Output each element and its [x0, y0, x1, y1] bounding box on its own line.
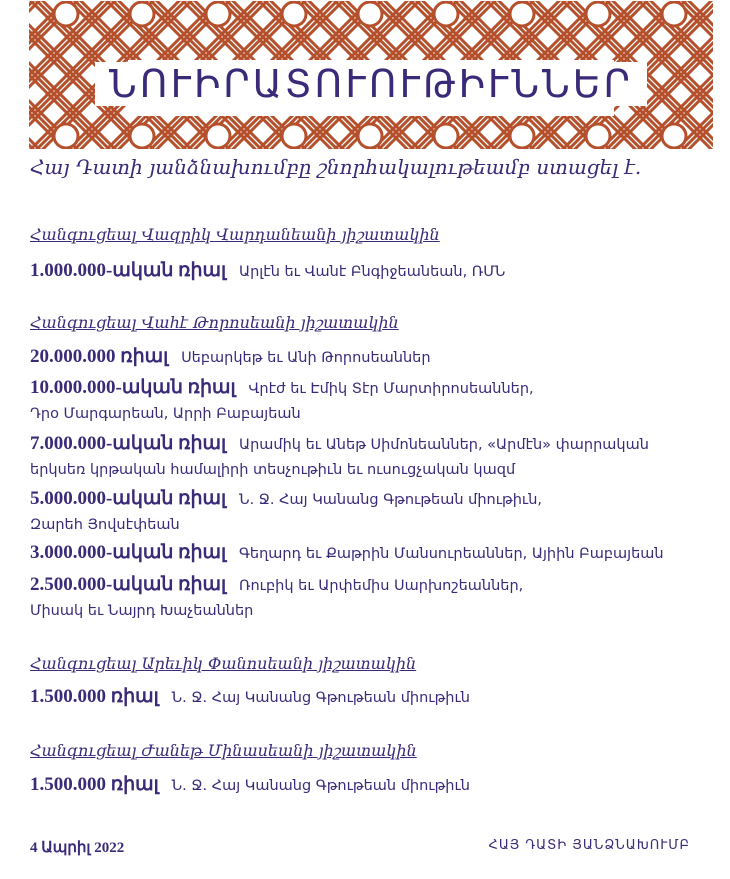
donation-entry: [30, 376, 720, 426]
donation-amount: 7.000.000-ական ռիալ: [30, 433, 227, 454]
donor-names: Ն. Ջ. Հայ Կանանց Գթութեան միութիւն,: [239, 492, 543, 508]
page-title-text: ՆՈՒԻՐԱՏՈՒՈՒԹԻՒՆՆԵՐ: [95, 62, 647, 106]
donation-entry: [30, 487, 720, 537]
donor-names-cont: Դրօ Մարգարեան, Արրի Բաբայեան: [30, 406, 301, 422]
donation-entry: [30, 345, 720, 370]
section-heading: Հանգուցեալ Վազրիկ Վարդանեանի յիշատակին: [30, 225, 440, 244]
donation-amount: 1.500.000 ռիալ: [30, 686, 159, 707]
section-heading: Հանգուցեալ Արեւիկ Փանոսեանի յիշատակին: [30, 654, 417, 673]
donation-amount: 1.000.000-ական ռիալ: [30, 260, 227, 281]
donor-names-cont: երկսեռ կրթական համալիրի տեսչութիւն եւ ուսուցչական կազմ: [30, 462, 516, 478]
donor-names: Վրէժ եւ Էմիկ Տէր Մարտիրոսեաններ,: [248, 381, 534, 397]
donation-entry: [30, 773, 720, 798]
donor-names-cont: Զարեհ Յովսէփեան: [30, 517, 180, 533]
footer-signature: ՀԱՅ ԴԱՏԻ ՅԱՆՁՆԱԽՈՒՄԲ: [488, 838, 690, 853]
donation-amount: 5.000.000-ական ռիալ: [30, 488, 227, 509]
page-title: [28, 62, 714, 106]
donation-amount: 10.000.000-ական ռիալ: [30, 377, 236, 398]
donation-entry: [30, 541, 720, 566]
donation-entry: [30, 685, 720, 710]
donor-names: Ն. Ջ. Հայ Կանանց Գթութեան միութիւն: [171, 690, 470, 706]
donation-entry: [30, 432, 720, 482]
donor-names: Ն. Ջ. Հայ Կանանց Գթութեան միութիւն: [171, 778, 470, 794]
donation-entry: [30, 259, 720, 284]
section-heading: Հանգուցեալ Ժանեթ Մինասեանի յիշատակին: [30, 741, 417, 760]
ornamental-banner: [28, 0, 714, 150]
donor-names-cont: Միսակ եւ Նայրդ Խաչեաններ: [30, 603, 254, 619]
section-heading: Հանգուցեալ Վաhէ Թորոսեանի յիշատակին: [30, 313, 399, 332]
donor-names: Արամիկ եւ Անեթ Սիմոնեաններ, «Արմէն» փարրական: [239, 437, 649, 453]
intro-text: Հայ Դատի յանձնախումբը շնորհակալութեամբ ստացել է.: [30, 155, 642, 179]
donation-entry: [30, 573, 720, 623]
footer-date: 4 Ապրիլ 2022: [30, 840, 125, 856]
donation-amount: 3.000.000-ական ռիալ: [30, 542, 227, 563]
donation-amount: 1.500.000 ռիալ: [30, 774, 159, 795]
donor-names: Գեղարդ եւ Քաթրին Մանսուրեաններ, Այիին Բաբայեան: [239, 546, 664, 562]
donation-amount: 2.500.000-ական ռիալ: [30, 574, 227, 595]
donation-amount: 20.000.000 ռիալ: [30, 346, 169, 367]
donor-names: Սեբարկեթ եւ Անի Թորոսեաններ: [181, 350, 431, 366]
donor-names: Արլէն եւ Վանէ Բնգիջեանեան, ՌՄՆ: [239, 264, 506, 280]
donor-names: Ռուբիկ եւ Արփեմիս Սարխոշեաններ,: [239, 578, 524, 594]
